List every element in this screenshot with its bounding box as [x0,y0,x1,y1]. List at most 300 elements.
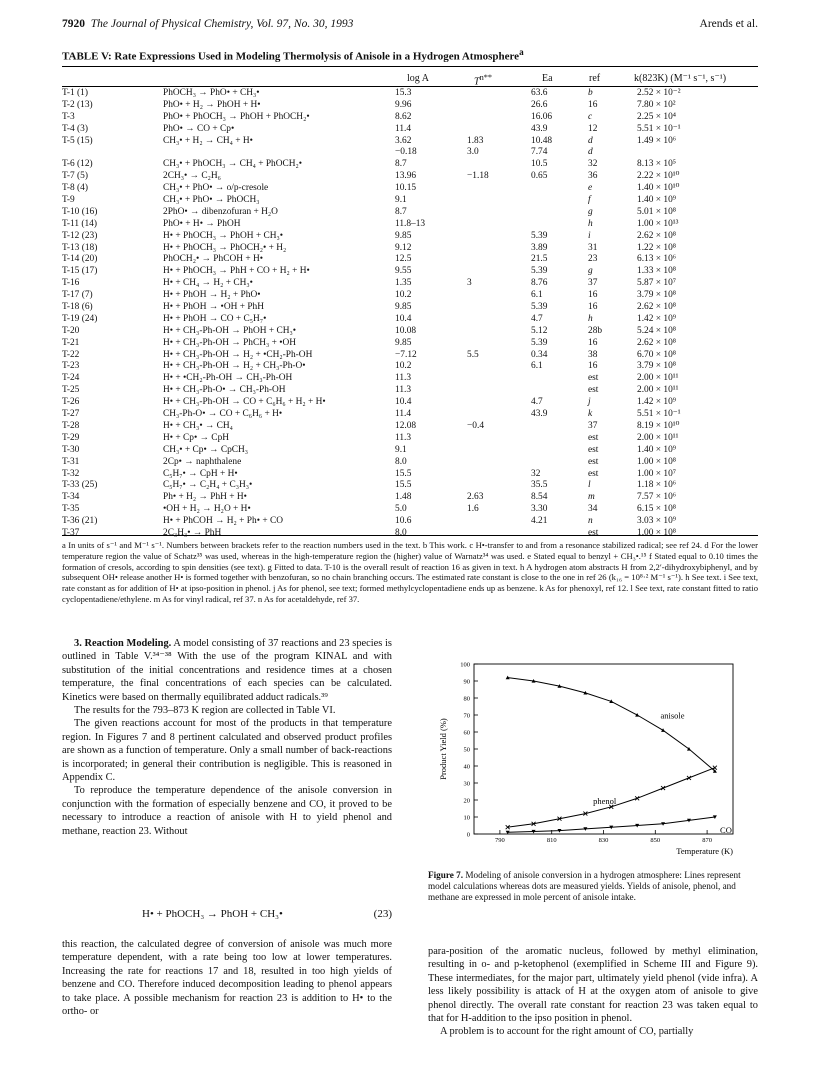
table-header-rule [62,86,758,87]
table-row [62,290,758,302]
reaction-id-cell: T-7 (5) [62,171,88,182]
reaction-id-cell: T-23 [62,361,80,372]
x-tick-label: 810 [546,837,557,844]
reference-cell: est [588,444,599,455]
reaction-cell: PhO• → CO + Cp• [163,123,235,134]
reaction-cell: C₅H₇• → C₂H₄ + C₃H₃• [163,480,253,491]
reference-cell: 36 [588,171,598,182]
series-label: anisole [660,710,685,721]
x-tick-label: 790 [495,837,505,844]
t-exponent-cell: 2.63 [467,492,484,503]
reference-cell: 16 [588,99,598,110]
t-exponent-cell: −0.4 [467,420,485,431]
reaction-cell: H• + CH₃• → CH₄ [163,420,233,431]
running-authors: Arends et al. [699,18,758,30]
log-a-cell: 1.35 [395,278,412,289]
activation-energy-cell: 26.6 [531,99,548,110]
table-row [62,445,758,457]
header-left [62,18,353,30]
reaction-cell: 2C₃H₃• → PhH [163,527,222,538]
table-header [62,73,758,87]
reference-cell: 31 [588,242,598,253]
reference-cell: 16 [588,302,598,313]
figure-caption [428,870,758,904]
log-a-cell: 9.12 [395,242,412,253]
data-point [687,776,691,780]
table-row [62,504,758,516]
series-label: CO [720,825,732,836]
table-body [62,88,758,540]
activation-energy-cell: 5.39 [531,302,548,313]
y-tick-label: 70 [463,712,470,720]
table-row [62,338,758,350]
y-axis-label: Product Yield (%) [438,718,448,780]
right-column-text [428,945,758,1039]
page-header [62,18,758,34]
rate-constant-cell: 5.87 × 10⁷ [637,278,677,289]
table-row [62,147,758,159]
col-k823: k(823K) (M⁻¹ s⁻¹, s⁻¹) [634,73,727,84]
reaction-id-cell: T-5 (15) [62,135,93,146]
series-line-anisole [508,678,715,772]
table-caption [62,47,524,63]
activation-energy-cell: 63.6 [531,88,548,98]
reference-cell: 32 [588,159,598,170]
table-row [62,373,758,385]
log-a-cell: 8.7 [395,206,407,217]
log-a-cell: 9.85 [395,230,412,241]
reference-cell: g [588,206,593,217]
rate-constant-cell: 2.00 × 10¹¹ [637,373,679,384]
reference-cell: n [588,516,593,527]
reference-cell: 12 [588,123,598,134]
reference-cell: est [588,432,599,443]
reaction-cell: H• + PhOH → •OH + PhH [163,302,265,313]
rate-constant-cell: 2.25 × 10⁴ [637,111,677,122]
reference-cell: e [588,183,593,194]
log-a-cell: 1.48 [395,492,412,503]
reaction-id-cell: T-13 (18) [62,242,98,253]
log-a-cell: 10.6 [395,516,412,527]
reaction-id-cell: T-36 (21) [62,516,98,527]
reaction-id-cell: T-33 (25) [62,480,98,491]
reference-cell: 38 [588,349,598,360]
reaction-cell: Ph• + H₂ → PhH + H• [163,492,247,503]
activation-energy-cell: 10.48 [531,135,553,146]
y-tick-label: 30 [463,780,470,788]
y-tick-label: 80 [463,695,470,703]
y-tick-label: 60 [463,729,470,737]
rate-constant-cell: 6.15 × 10⁸ [637,504,677,515]
figure-7 [428,658,758,868]
equation-number: (23) [373,908,392,920]
x-tick-label: 830 [598,837,609,844]
rate-constant-cell: 5.01 × 10⁸ [637,206,677,217]
reaction-id-cell: T-29 [62,432,80,443]
equation-formula: H• + PhOCH₃ → PhOH + CH₃• [142,908,283,920]
activation-energy-cell: 35.5 [531,480,548,491]
log-a-cell: 10.2 [395,361,412,372]
reaction-id-cell: T-15 (17) [62,266,98,277]
reference-cell: est [588,373,599,384]
x-axis-label: Temperature (K) [676,846,733,856]
activation-energy-cell: 5.39 [531,337,548,348]
reaction-id-cell: T-25 [62,385,80,396]
activation-energy-cell: 4.7 [531,397,543,408]
rate-constant-cell: 2.00 × 10¹¹ [637,385,679,396]
reaction-cell: PhOCH₃ → PhO• + CH₃• [163,88,260,98]
reference-cell: 16 [588,290,598,301]
rate-constant-cell: 1.00 × 10⁸ [637,456,677,467]
reference-cell: g [588,266,593,277]
journal-citation: The Journal of Physical Chemistry, Vol. 97, No. 30, 1993 [90,18,354,30]
reaction-id-cell: T-22 [62,349,80,360]
rate-constant-cell: 1.22 × 10⁸ [637,242,677,253]
reaction-cell: H• + CH₃-Ph-OH → PhCH₃ + •OH [163,337,297,348]
rate-constant-cell: 7.80 × 10² [637,99,676,110]
table-row [62,302,758,314]
rate-constant-cell: 2.00 × 10¹¹ [637,432,679,443]
table-row [62,195,758,207]
table-row [62,469,758,481]
table-caption-text: TABLE V: Rate Expressions Used in Modeling Thermolysis of Anisole in a Hydrogen Atmosphere [62,50,520,63]
table-row [62,243,758,255]
activation-energy-cell: 32 [531,468,541,479]
t-exponent-cell: 1.83 [467,135,484,146]
reference-cell: f [588,195,591,206]
reaction-id-cell: T-9 [62,195,75,206]
activation-energy-cell: 6.1 [531,361,543,372]
rate-constant-cell: 3.79 × 10⁸ [637,290,677,301]
col-T-mark: n** [479,73,493,82]
log-a-cell: 5.0 [395,504,407,515]
page-number: 7920 [62,18,85,30]
activation-energy-cell: 3.30 [531,504,548,515]
table-bottom-rule [62,535,758,536]
rate-constant-cell: 3.79 × 10⁸ [637,361,677,372]
table-row [62,326,758,338]
paragraph-4: To reproduce the temperature dependence of the anisole conversion in conjunction with the formation of especially benzene and CO, it proved to be necessary to introduce a reaction of anisole with H to yield phenol and methane, reaction 23. Without [62,785,392,837]
activation-energy-cell: 16.06 [531,111,553,122]
reaction-cell: CH₃-Ph-O• → CO + C₆H₆ + H• [163,409,283,420]
col-ref: ref [589,73,601,84]
rate-constant-cell: 5.51 × 10⁻¹ [637,123,681,134]
reaction-cell: H• + PhOH → CO + C₅H₇• [163,313,267,324]
t-exponent-cell: 3 [467,278,472,289]
activation-energy-cell: 6.1 [531,290,543,301]
log-a-cell: −7.12 [395,349,417,360]
paragraph-1 [62,637,392,704]
rate-constant-cell: 2.62 × 10⁸ [637,302,677,313]
log-a-cell: 11.4 [395,123,412,134]
reaction-id-cell: T-26 [62,397,80,408]
activation-energy-cell: 5.12 [531,325,548,336]
table-footnotes: a In units of s⁻¹ and M⁻¹ s⁻¹. Numbers between brackets refer to the reaction numbers used in the text. b This work. c H•-transfer to and from a resonance stabilized radical; see ref 24. d For the lower temperature region the value of Schatz³⁵ was used, whereas in the high-temperature region the (higher) value of Warnatz³⁴ was used. e Stated equal to benzyl + CH₃•.¹⁵ f Stated equal to 0.10 times the formation of cresols, according to spin densities (see text). g Fitted to data. T-10 is the overall result of reaction 16 as given in text. h A hydrogen atom abstracts H from 2,2′-dihydroxybiphenyl, and by subsequent OH• release another H• is formed together with benzofuran, so no chain branching occurs. The estimated rate constant is close to the one in ref 26 (k₁₆ = 10⁸·² M⁻¹ s⁻¹). h See text. i See text, rate constant as for addition of H• at ipso-position in phenol. j As for phenol, see text; formed methylcyclopentadiene ends up as benzene. k As for phenoxyl, ref 12. l See text, rate constant fitted to ratio cyclopentadiene/ethylene. m As for vinyl radical, ref 37. n As for acetaldehyde, ref 37. [62,540,758,604]
log-a-cell: 11.3 [395,373,412,384]
y-tick-label: 40 [463,763,470,771]
reaction-cell: H• + CH₃-Ph-O• → CH₃-Ph-OH [163,385,286,396]
y-tick-label: 90 [463,678,470,686]
data-point [661,728,665,732]
activation-energy-cell: 43.9 [531,409,548,420]
rate-constant-cell: 1.00 × 10⁸ [637,527,677,538]
reaction-id-cell: T-37 [62,527,80,538]
reaction-cell: CH₃• + PhOCH₃ → CH₄ + PhOCH₂• [163,159,303,170]
reaction-id-cell: T-28 [62,420,80,431]
reaction-id-cell: T-4 (3) [62,123,88,134]
activation-energy-cell: 5.39 [531,266,548,277]
reaction-id-cell: T-31 [62,456,80,467]
reference-cell: m [588,492,595,503]
table-row [62,350,758,362]
activation-energy-cell: 21.5 [531,254,548,265]
reference-cell: h [588,313,593,324]
reaction-cell: H• + CH₃-Ph-OH → CO + C₆H₆ + H₂ + H• [163,397,326,408]
table-row [62,480,758,492]
table-row [62,385,758,397]
log-a-cell: 3.62 [395,135,412,146]
table-row [62,409,758,421]
x-tick-label: 870 [702,837,712,844]
reaction-id-cell: T-35 [62,504,80,515]
reaction-cell: CH₃• + Cp• → CpCH₃ [163,444,249,455]
activation-energy-cell: 8.54 [531,492,548,503]
reaction-cell: PhOCH₂• → PhCOH + H• [163,254,264,265]
rate-constant-cell: 2.52 × 10⁻² [637,88,681,98]
rate-constant-cell: 8.19 × 10¹⁰ [637,420,680,431]
table-row [62,159,758,171]
reaction-id-cell: T-11 (14) [62,218,97,229]
paragraph-r1: para-position of the aromatic nucleus, followed by methyl elimination, resulting in o- and p-ketophenol (exemplified in Scheme III and Figure 9). These intermediates, for the major part, ultimately yield phenol (vide infra). A less likely possibility is attack of H at the oxygen atom of anisole to give phenol directly. The overall rate constant for reaction 23 was taken equal to that for H-addition to the ipso position in phenol. [428,946,758,1025]
activation-energy-cell: 0.65 [531,171,548,182]
log-a-cell: 9.1 [395,195,407,206]
col-logA: log A [407,73,429,84]
reaction-id-cell: T-30 [62,444,80,455]
activation-energy-cell: 10.5 [531,159,548,170]
rate-constant-cell: 2.62 × 10⁸ [637,230,677,241]
table-row [62,231,758,243]
reference-cell: d [588,147,593,158]
log-a-cell: 10.08 [395,325,417,336]
table-row [62,361,758,373]
reference-cell: 37 [588,278,598,289]
log-a-cell: −0.18 [395,147,417,158]
reaction-id-cell: T-14 (20) [62,254,98,265]
reference-cell: j [588,397,591,408]
reaction-id-cell: T-32 [62,468,80,479]
reference-cell: 37 [588,420,598,431]
rate-constant-cell: 7.57 × 10⁶ [637,492,677,503]
table-row [62,528,758,540]
col-T-label: T [474,76,480,88]
reaction-id-cell: T-18 (6) [62,302,93,313]
reference-cell: 16 [588,337,598,348]
table-row [62,516,758,528]
log-a-cell: 10.4 [395,397,412,408]
reaction-cell: H• + PhOH → H₂ + PhO• [163,290,261,301]
reaction-cell: H• + CH₃-Ph-OH → PhOH + CH₃• [163,325,297,336]
table-row [62,397,758,409]
reaction-cell: H• + PhOCH₃ → PhOH + CH₃• [163,230,284,241]
reference-cell: d [588,135,593,146]
reaction-cell: H• + CH₃-Ph-OH → H₂ + CH₃-Ph-O• [163,361,306,372]
table-row [62,207,758,219]
reaction-cell: 2Cp• → naphthalene [163,456,242,467]
table-top-rule [62,66,758,67]
activation-energy-cell: 43.9 [531,123,548,134]
log-a-cell: 9.55 [395,266,412,277]
section-heading: 3. Reaction Modeling. [74,638,172,649]
rate-constant-cell: 8.13 × 10⁵ [637,159,677,170]
table-row [62,433,758,445]
reaction-cell: PhO• + PhOCH₃ → PhOH + PhOCH₂• [163,111,310,122]
log-a-cell: 8.0 [395,456,407,467]
y-tick-label: 0 [466,831,470,839]
paragraph-1-text: A model consisting of 37 reactions and 23 species is outlined in Table V.³⁴⁻³⁸ With the use of the program KINAL and with substitution of the initial concentrations and residence times at a chosen temperature, the final concentrations of each species can be calculated. Kinetics were based on thermally equilibrated adduct radicals.³⁹ [62,638,392,703]
reference-cell: 23 [588,254,598,265]
t-exponent-cell: 1.6 [467,504,479,515]
reaction-cell: H• + PhOCH₃ → PhOCH₂• + H₂ [163,242,287,253]
activation-energy-cell: 0.34 [531,349,548,360]
reaction-id-cell: T-24 [62,373,80,384]
y-tick-label: 100 [460,661,470,669]
t-exponent-cell: 3.0 [467,147,479,158]
log-a-cell: 8.7 [395,159,407,170]
rate-constant-cell: 2.62 × 10⁸ [637,337,677,348]
reaction-id-cell: T-21 [62,337,80,348]
reaction-id-cell: T-10 (16) [62,206,98,217]
table-row [62,278,758,290]
log-a-cell: 9.85 [395,302,412,313]
log-a-cell: 9.1 [395,444,407,455]
y-tick-label: 20 [463,797,470,805]
table-row [62,88,758,100]
equation-23 [62,908,392,924]
reaction-cell: 2CH₃• → C₂H₆ [163,171,221,182]
data-point [661,786,665,790]
reaction-id-cell: T-3 [62,111,75,122]
paragraph-3: The given reactions account for most of the products in that temperature region. In Figures 7 and 8 pertinent calculated and observed product profiles are shown as a function of temperature. Only a small number of back-reactions is incorporated; in general their contribution is negligible. This is reasoned in Appendix C. [62,718,392,784]
activation-energy-cell: 3.89 [531,242,548,253]
log-a-cell: 8.0 [395,527,407,538]
reference-cell: est [588,527,599,538]
table-row [62,254,758,266]
reference-cell: i [588,230,591,241]
reference-cell: b [588,88,593,98]
table-row [62,136,758,148]
reaction-id-cell: T-34 [62,492,80,503]
rate-constant-cell: 1.33 × 10⁸ [637,266,677,277]
paragraph-2: The results for the 793–873 K region are collected in Table VI. [74,705,336,717]
t-exponent-cell: −1.18 [467,171,489,182]
reference-cell: est [588,385,599,396]
reaction-id-cell: T-2 (13) [62,99,93,110]
reaction-id-cell: T-12 (23) [62,230,98,241]
rate-constant-cell: 6.70 × 10⁸ [637,349,677,360]
log-a-cell: 12.5 [395,254,412,265]
reference-cell: k [588,409,593,420]
table-row [62,492,758,504]
table-row [62,171,758,183]
col-Ea: Ea [542,73,553,84]
reaction-cell: H• + PhOCH₃ → PhH + CO + H₂ + H• [163,266,310,277]
log-a-cell: 11.3 [395,385,412,396]
rate-constant-cell: 1.00 × 10¹³ [637,218,679,229]
activation-energy-cell: 5.39 [531,230,548,241]
reaction-cell: H• + CH₃-Ph-OH → H₂ + •CH₂-Ph-OH [163,349,313,360]
reaction-id-cell: T-20 [62,325,80,336]
rate-constant-cell: 3.03 × 10⁹ [637,516,677,527]
reference-cell: 28b [588,325,603,336]
reference-cell: 16 [588,361,598,372]
y-tick-label: 10 [463,814,470,822]
table-row [62,183,758,195]
reaction-cell: C₅H₇• → CpH + H• [163,468,238,479]
reaction-cell: H• + Cp• → CpH [163,432,230,443]
reference-cell: est [588,468,599,479]
y-tick-label: 50 [463,746,470,754]
log-a-cell: 10.2 [395,290,412,301]
table-row [62,112,758,124]
reaction-id-cell: T-16 [62,278,80,289]
rate-constant-cell: 1.18 × 10⁶ [637,480,677,491]
table-caption-mark: a [519,47,524,57]
table-row [62,266,758,278]
table-row [62,421,758,433]
reaction-id-cell: T-17 (7) [62,290,93,301]
rate-constant-cell: 2.22 × 10¹⁰ [637,171,680,182]
table-row [62,124,758,136]
rate-constant-cell: 5.51 × 10⁻¹ [637,409,681,420]
figure-caption-text: Modeling of anisole conversion in a hydrogen atmosphere: Lines represent model calculations whereas dots are measured yields. Yields of anisole, phenol, and methane are expressed in mole percent of anisole intake. [428,870,741,903]
reaction-cell: H• + •CH₂-Ph-OH → CH₃-Ph-OH [163,373,293,384]
reaction-cell: H• + CH₄ → H₂ + CH₃• [163,278,253,289]
x-tick-label: 850 [650,837,661,844]
rate-constant-cell: 1.49 × 10⁶ [637,135,677,146]
reaction-cell: CH₃• + PhO• → PhOCH₃ [163,195,260,206]
table-row [62,100,758,112]
paragraph-5: this reaction, the calculated degree of conversion of anisole was much more temperature dependent, with a rate being too low at lower temperatures. Increasing the rate for reactions 17 and 18, resulted in too high yields of benzene and CO. Therefore induced decomposition leading to phenol appears to take place. A possible mechanism for reaction 23 is addition to H• to the ortho- or [62,939,392,1018]
reference-cell: est [588,456,599,467]
reaction-id-cell: T-27 [62,409,80,420]
rate-constant-cell: 5.24 × 10⁸ [637,325,677,336]
reference-cell: c [588,111,593,122]
reaction-cell: PhO• + H• → PhOH [163,218,241,229]
rate-constant-cell: 6.13 × 10⁶ [637,254,677,265]
log-a-cell: 11.8–13 [395,218,426,229]
log-a-cell: 11.4 [395,409,412,420]
reaction-id-cell: T-6 (12) [62,159,93,170]
reference-cell: l [588,480,591,491]
reaction-cell: •OH + H₂ → H₂O + H• [163,504,251,515]
log-a-cell: 10.15 [395,183,417,194]
log-a-cell: 9.96 [395,99,412,110]
log-a-cell: 12.08 [395,420,417,431]
figure-caption-label: Figure 7. [428,870,464,880]
reaction-cell: CH₃• + H₂ → CH₄ + H• [163,135,253,146]
reaction-id-cell: T-1 (1) [62,88,88,98]
rate-constant-cell: 1.00 × 10⁷ [637,468,677,479]
figure-7-chart [428,658,758,868]
reference-cell: 34 [588,504,598,515]
rate-constant-cell: 1.42 × 10⁹ [637,397,677,408]
rate-constant-cell: 1.40 × 10⁹ [637,195,677,206]
rate-constant-cell: 1.40 × 10⁹ [637,444,677,455]
table-row [62,457,758,469]
reaction-cell: H• + PhCOH → H₂ + Ph• + CO [163,516,283,527]
log-a-cell: 15.5 [395,480,412,491]
reaction-id-cell: T-8 (4) [62,183,88,194]
